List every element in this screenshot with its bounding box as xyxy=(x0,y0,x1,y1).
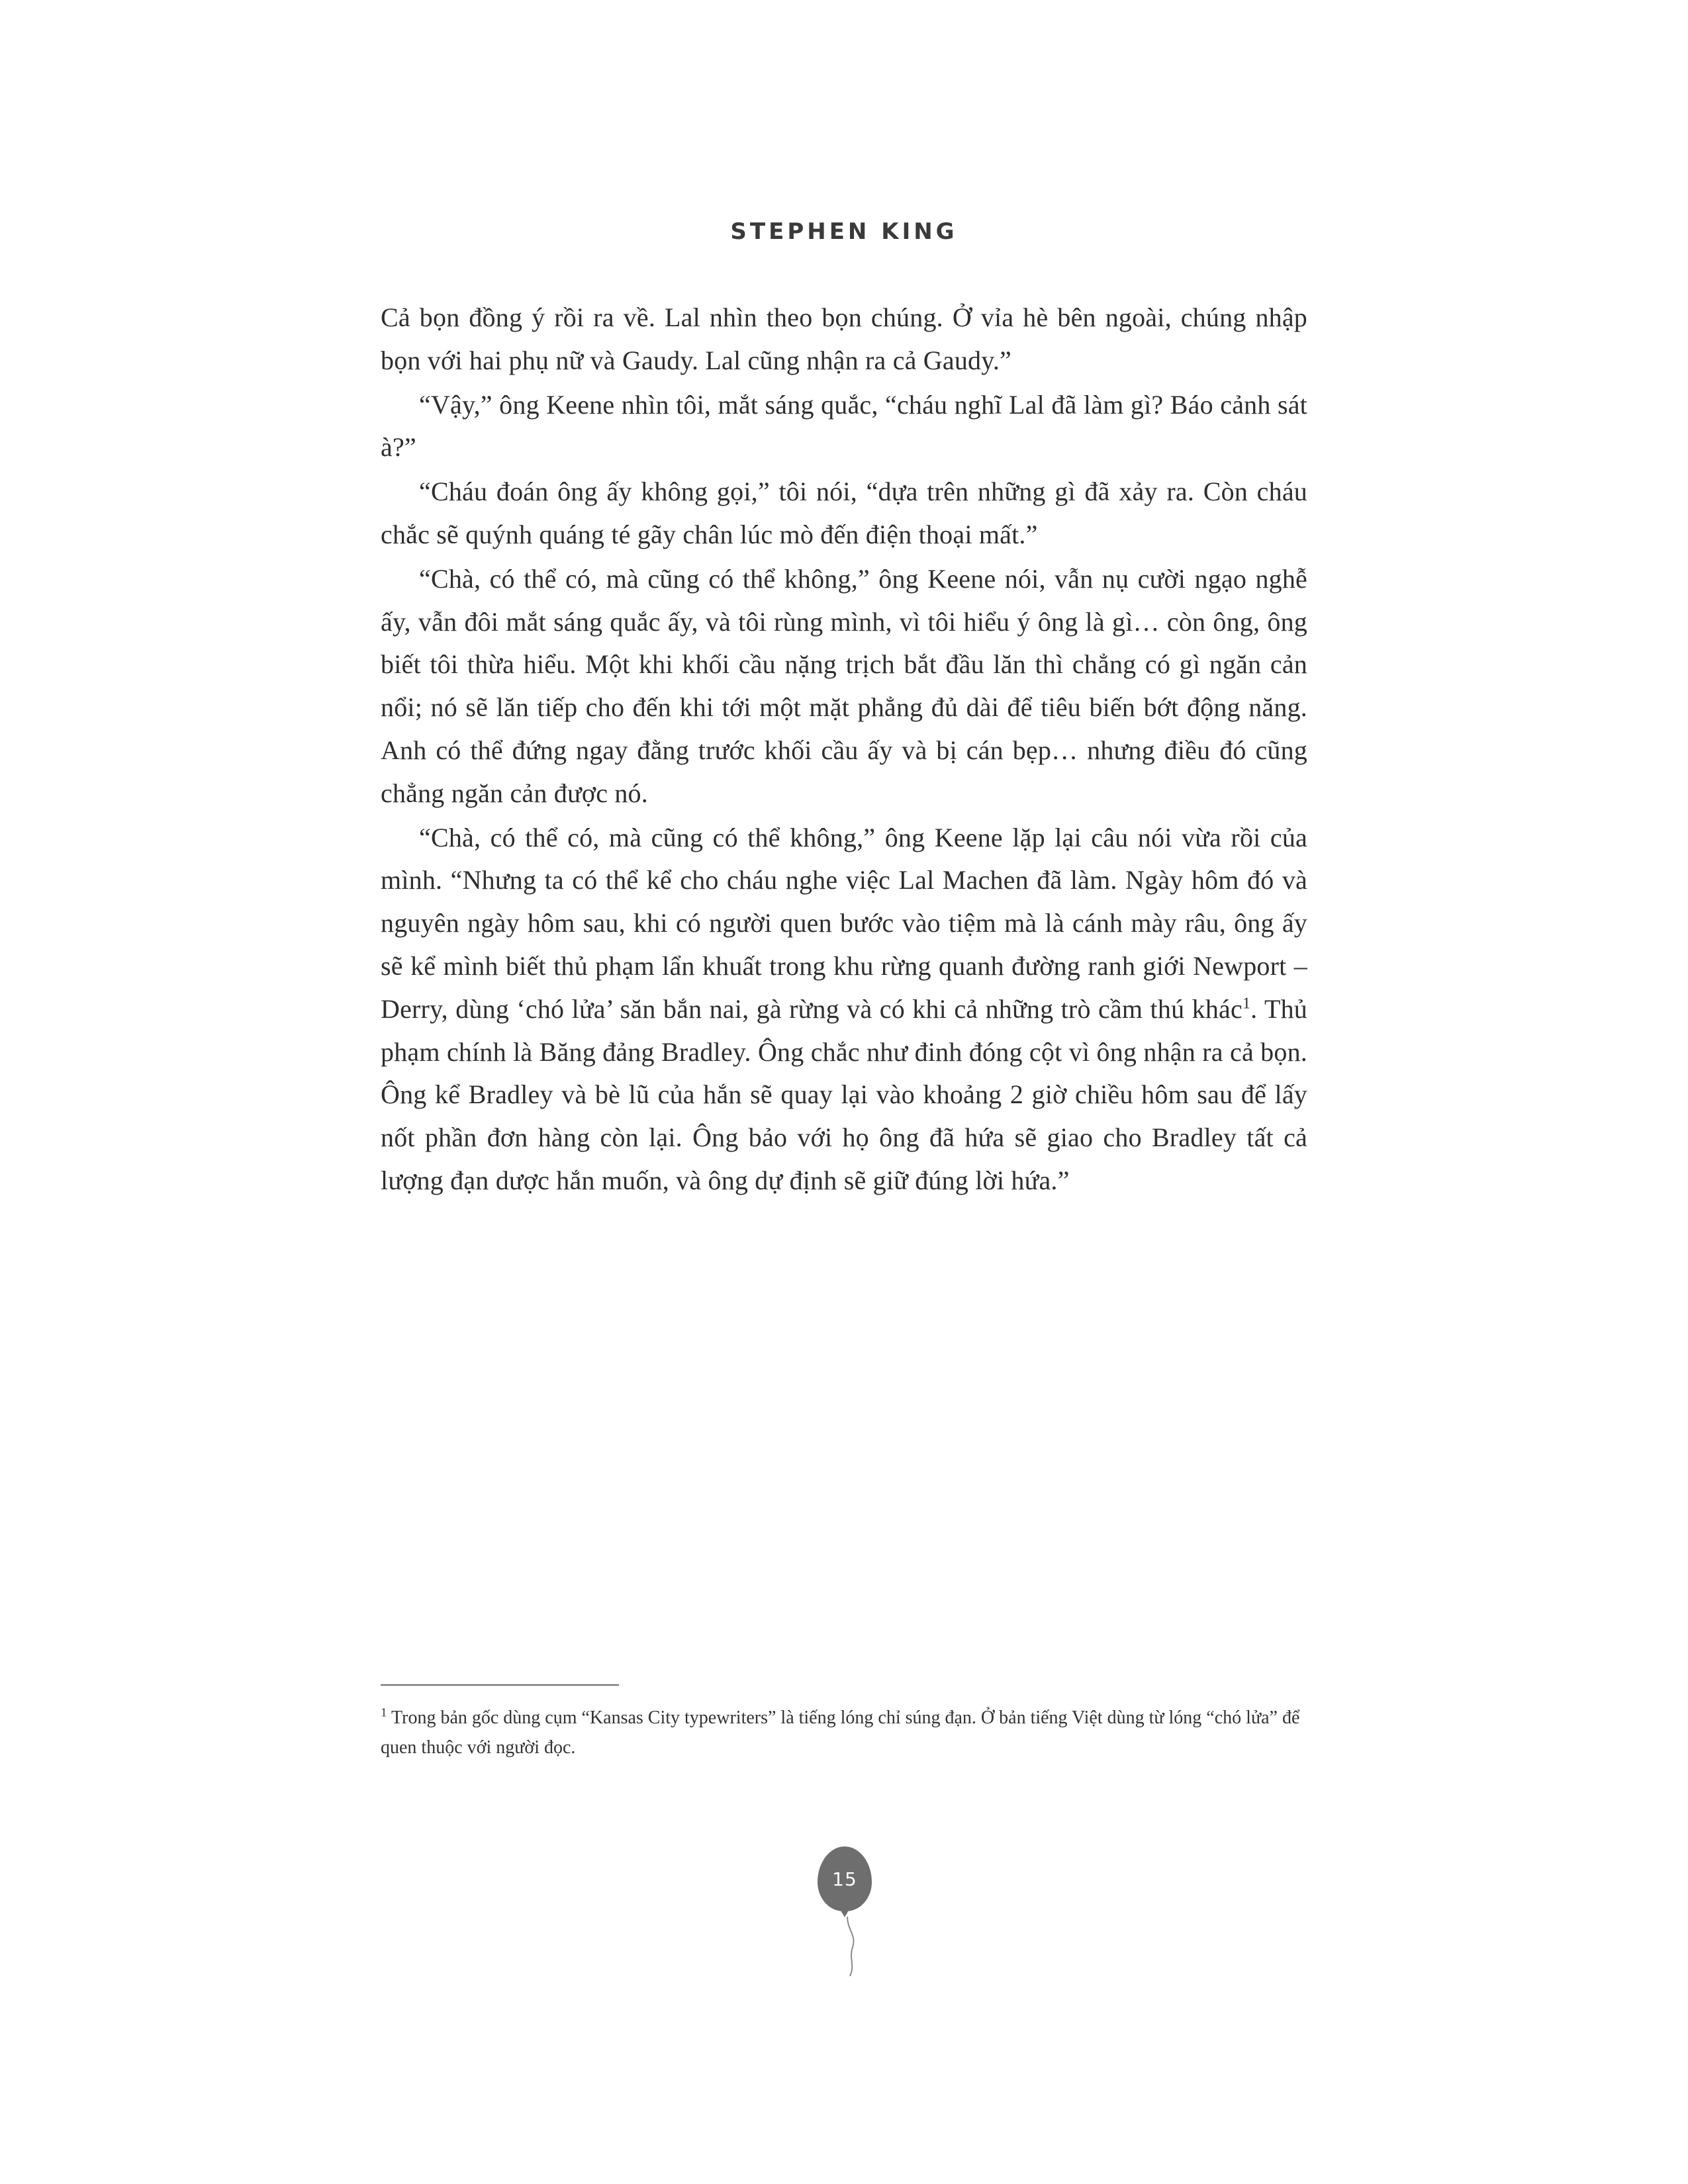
balloon-string-icon xyxy=(843,1917,863,1976)
footnote-text: Trong bản gốc dùng cụm “Kansas City typewriters” là tiếng lóng chỉ súng đạn. Ở bản tiếng Việt dùng từ lóng “chó lửa” để quen thuộc với người đọc. xyxy=(381,1707,1300,1758)
page-number: 15 xyxy=(832,1868,857,1890)
paragraph: Cả bọn đồng ý rồi ra về. Lal nhìn theo bọn chúng. Ở vỉa hè bên ngoài, chúng nhập bọn với hai phụ nữ và Gaudy. Lal cũng nhận ra cả Gaudy.” xyxy=(381,302,1307,375)
paragraph: “Cháu đoán ông ấy không gọi,” tôi nói, “dựa trên những gì đã xảy ra. Còn cháu chắc sẽ quýnh quáng té gãy chân lúc mò đến điện thoại mất.” xyxy=(381,477,1307,549)
page-content xyxy=(381,218,1307,1204)
footnote-number: 1 xyxy=(381,1706,387,1720)
balloon-icon xyxy=(818,1846,872,1911)
footnote-marker: 1 xyxy=(1242,995,1251,1013)
footnote-area xyxy=(381,1684,1307,1763)
paragraph: “Chà, có thể có, mà cũng có thể không,” ông Keene nói, vẫn nụ cười ngạo nghễ ấy, vẫn đôi mắt sáng quắc ấy, và tôi rùng mình, vì tôi hiểu ý ông là gì… còn ông, ông biết tôi thừa hiểu. Một khi khối cầu nặng trịch bắt đầu lăn thì chẳng có gì ngăn cản nổi; nó sẽ lăn tiếp cho đến khi tới một mặt phẳng đủ dài để tiêu biến bớt động năng. Anh có thể đứng ngay đằng trước khối cầu ấy và bị cán bẹp… nhưng điều đó cũng chẳng ngăn cản được nó. xyxy=(381,563,1307,808)
paragraph-text-after-note: . Thủ phạm chính là Băng đảng Bradley. Ông chắc như đinh đóng cột vì ông nhận ra cả bọn. Ông kể Bradley và bè lũ của hắn sẽ quay lại vào khoảng 2 giờ chiều hôm sau để lấy nốt phần đơn hàng còn lại. Ông bảo với họ ông đã hứa sẽ giao cho Bradley tất cả lượng đạn dược hắn muốn, và ông dự định sẽ giữ đúng lời hứa.” xyxy=(381,993,1307,1195)
paragraph-with-footnote xyxy=(381,817,1307,1203)
running-head: STEPHEN KING xyxy=(730,218,958,245)
paragraph-text-before-note: “Chà, có thể có, mà cũng có thể không,” ông Keene lặp lại câu nói vừa rồi của mình. “Nhưng ta có thể kể cho cháu nghe việc Lal Machen đã làm. Ngày hôm đó và nguyên ngày hôm sau, khi có người quen bước vào tiệm mà là cánh mày râu, ông ấy sẽ kể mình biết thủ phạm lẩn khuất trong khu rừng quanh đường ranh giới Newport – Derry, dùng ‘chó lửa’ săn bắn nai, gà rừng và có khi cả những trò cầm thú khác xyxy=(381,822,1307,1024)
balloon-graphic xyxy=(794,1846,894,2045)
page-folio xyxy=(0,1846,1688,2048)
paragraph: “Vậy,” ông Keene nhìn tôi, mắt sáng quắc, “cháu nghĩ Lal đã làm gì? Báo cảnh sát à?” xyxy=(381,389,1307,463)
footnote xyxy=(381,1703,1307,1763)
footnote-separator xyxy=(381,1684,619,1686)
